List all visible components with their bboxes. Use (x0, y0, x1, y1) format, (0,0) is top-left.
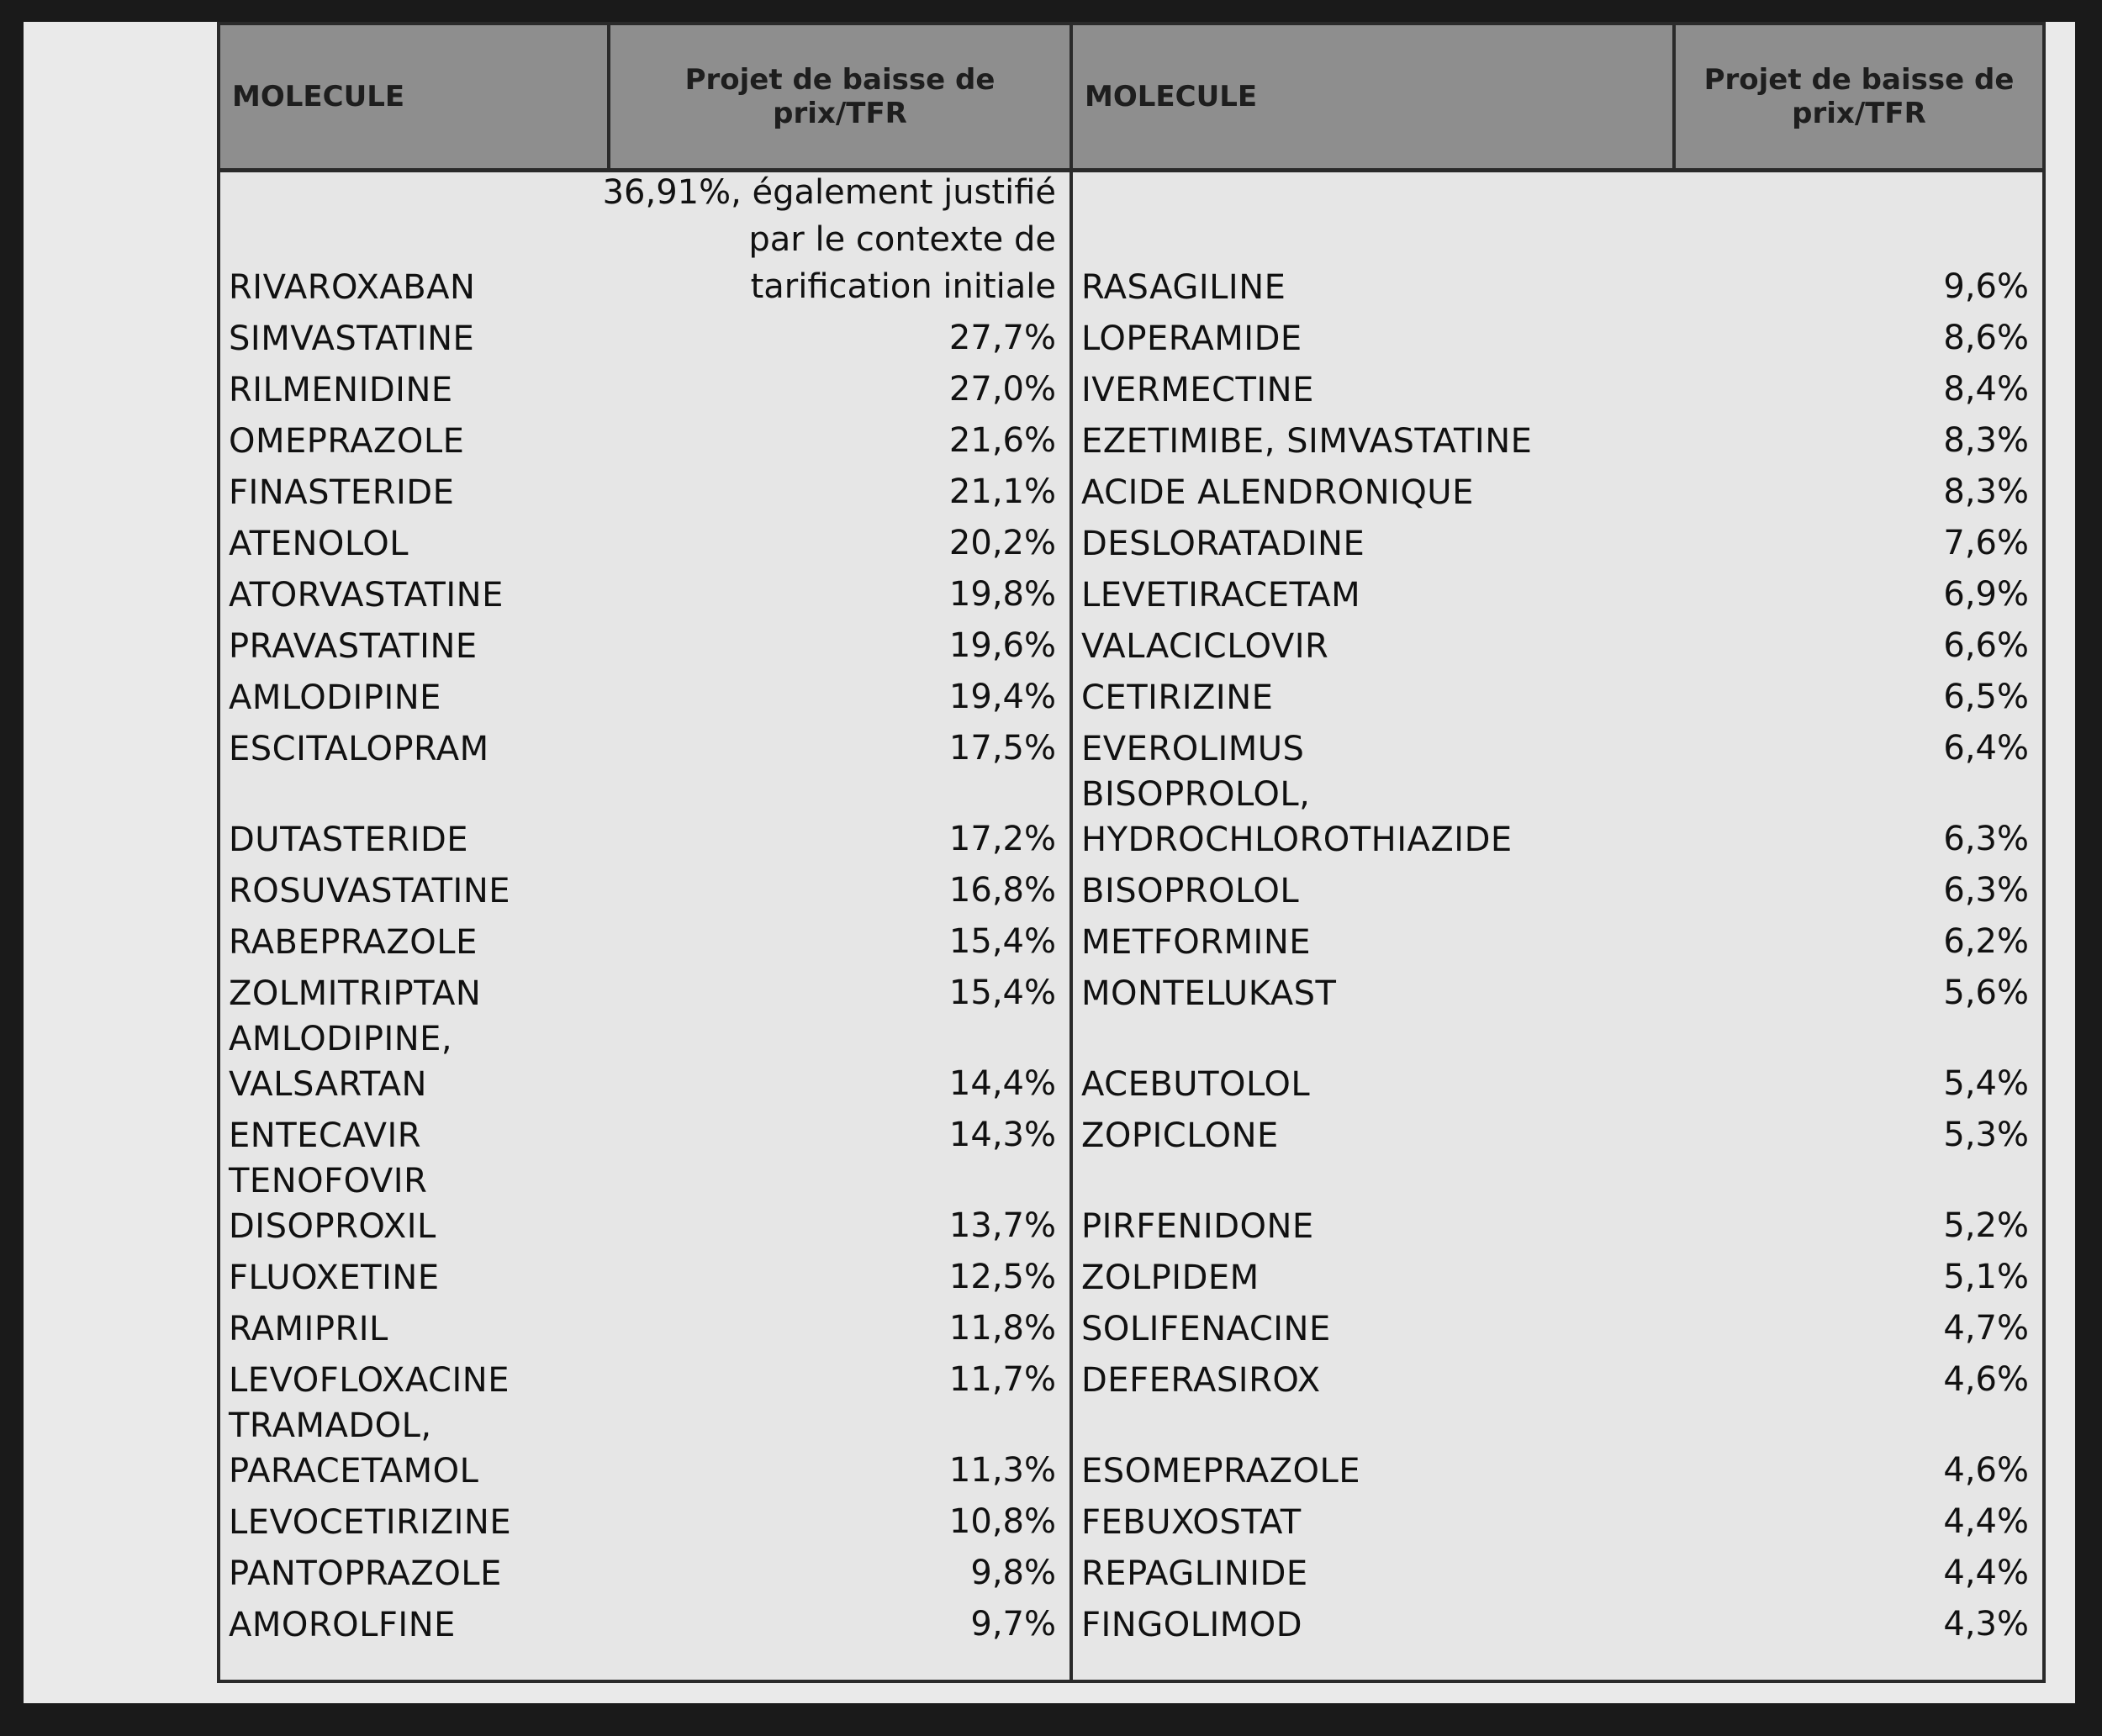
right-molecule-name: LEVETIRACETAM (1081, 576, 1361, 615)
table-row (220, 467, 1069, 519)
table-row (1073, 1549, 2042, 1600)
left-molecule-name: PRAVASTATINE (229, 627, 478, 666)
left-molecule-name: AMLODIPINE (229, 678, 441, 717)
table-row (1073, 1406, 2042, 1497)
right-reduction-value: 4,4% (1943, 1502, 2029, 1541)
right-reduction-value: 4,3% (1943, 1605, 2029, 1644)
left-molecule-name: AMOROLFINE (229, 1606, 456, 1644)
left-reduction-value: 15,4% (948, 974, 1056, 1012)
right-column (1073, 172, 2042, 1651)
table-row (220, 621, 1069, 673)
left-molecule-name: LEVOFLOXACINE (229, 1361, 510, 1400)
right-molecule-name: DESLORATADINE (1081, 525, 1365, 563)
left-reduction-value: 17,2% (948, 820, 1056, 858)
right-reduction-value: 6,9% (1943, 575, 2029, 614)
page-background (24, 22, 2075, 1703)
table-row (1073, 172, 2042, 314)
table-row (220, 365, 1069, 416)
table-row (1073, 467, 2042, 519)
left-reduction-value: 17,5% (948, 729, 1056, 768)
left-reduction-value: 19,8% (948, 575, 1056, 614)
left-molecule-name: OMEPRAZOLE (229, 422, 465, 461)
left-reduction-value: 27,7% (948, 319, 1056, 357)
left-reduction-value: 14,3% (948, 1116, 1056, 1154)
right-reduction-value: 6,3% (1943, 820, 2029, 858)
table-row (1073, 724, 2042, 775)
table-row (220, 673, 1069, 724)
left-molecule-name: ESCITALOPRAM (229, 730, 489, 768)
left-molecule-name: ATENOLOL (229, 525, 409, 563)
table-row (220, 1304, 1069, 1355)
left-molecule-name: RIVAROXABAN (229, 268, 476, 307)
table-row (220, 1549, 1069, 1600)
table-row (220, 1253, 1069, 1304)
right-molecule-name: CETIRIZINE (1081, 678, 1274, 717)
left-molecule-name: ZOLMITRIPTAN (229, 974, 482, 1013)
right-molecule-name: ZOPICLONE (1081, 1116, 1279, 1155)
right-molecule-name: LOPERAMIDE (1081, 319, 1302, 358)
left-reduction-value: 19,6% (948, 626, 1056, 665)
table-row (1073, 917, 2042, 968)
table-row (1073, 968, 2042, 1020)
table-row (220, 1406, 1069, 1497)
table-row (220, 1600, 1069, 1651)
left-molecule-name: LEVOCETIRIZINE (229, 1503, 512, 1542)
right-reduction-value: 9,6% (1943, 267, 2029, 306)
table-row (1073, 570, 2042, 621)
left-reduction-value: 11,8% (948, 1309, 1056, 1348)
table-row (1073, 519, 2042, 570)
table-row (1073, 866, 2042, 917)
left-molecule-name: TRAMADOL, PARACETAMOL (229, 1406, 479, 1491)
left-reduction-value: 14,4% (948, 1064, 1056, 1103)
price-reduction-table (217, 22, 2046, 1683)
left-molecule-name: PANTOPRAZOLE (229, 1554, 502, 1593)
table-row (1073, 1020, 2042, 1111)
right-reduction-value: 6,4% (1943, 729, 2029, 768)
right-reduction-value: 5,1% (1943, 1258, 2029, 1296)
right-molecule-name: FEBUXOSTAT (1081, 1503, 1302, 1542)
table-row (220, 968, 1069, 1020)
right-molecule-name: DEFERASIROX (1081, 1361, 1321, 1400)
header-reduction-right: Projet de baisse de prix/TFR (1703, 63, 2015, 130)
left-reduction-value: 11,7% (948, 1360, 1056, 1399)
table-row (1073, 314, 2042, 365)
right-molecule-name: MONTELUKAST (1081, 974, 1337, 1013)
right-molecule-name: ESOMEPRAZOLE (1081, 1452, 1361, 1491)
right-reduction-value: 6,2% (1943, 922, 2029, 961)
left-reduction-value: 27,0% (948, 370, 1056, 409)
right-molecule-name: SOLIFENACINE (1081, 1310, 1331, 1348)
left-reduction-value: 9,8% (970, 1554, 1056, 1592)
right-reduction-value: 8,3% (1943, 472, 2029, 511)
left-reduction-value: 20,2% (948, 524, 1056, 562)
right-reduction-value: 5,3% (1943, 1116, 2029, 1154)
left-molecule-name: RAMIPRIL (229, 1310, 388, 1348)
table-row (220, 724, 1069, 775)
table-row (220, 314, 1069, 365)
left-reduction-value: 21,6% (948, 421, 1056, 460)
table-row (1073, 416, 2042, 467)
table-row (220, 1355, 1069, 1406)
right-reduction-value: 5,6% (1943, 974, 2029, 1012)
left-reduction-value: 10,8% (948, 1502, 1056, 1541)
table-row (1073, 621, 2042, 673)
right-molecule-name: METFORMINE (1081, 923, 1312, 962)
right-reduction-value: 5,2% (1943, 1206, 2029, 1245)
right-molecule-name: RASAGILINE (1081, 268, 1286, 307)
left-molecule-name: ATORVASTATINE (229, 576, 504, 615)
left-reduction-value: 21,1% (948, 472, 1056, 511)
right-molecule-name: REPAGLINIDE (1081, 1554, 1308, 1593)
left-reduction-value: 11,3% (948, 1451, 1056, 1490)
right-molecule-name: VALACICLOVIR (1081, 627, 1329, 666)
header-molecule-right: MOLECULE (1085, 80, 1258, 113)
right-reduction-value: 8,3% (1943, 421, 2029, 460)
table-row (220, 775, 1069, 866)
table-row (1073, 1111, 2042, 1162)
left-reduction-value: 16,8% (948, 871, 1056, 910)
table-header (220, 25, 2042, 172)
table-row (220, 519, 1069, 570)
left-reduction-value: 13,7% (948, 1206, 1056, 1245)
table-row (1073, 1497, 2042, 1549)
table-row (1073, 1304, 2042, 1355)
header-molecule-left: MOLECULE (232, 80, 405, 113)
left-molecule-name: FLUOXETINE (229, 1258, 440, 1297)
table-row (220, 570, 1069, 621)
left-reduction-value: 12,5% (948, 1258, 1056, 1296)
right-molecule-name: ACIDE ALENDRONIQUE (1081, 473, 1474, 512)
right-reduction-value: 8,4% (1943, 370, 2029, 409)
table-row (220, 1020, 1069, 1111)
left-molecule-name: ROSUVASTATINE (229, 872, 511, 910)
right-reduction-value: 6,6% (1943, 626, 2029, 665)
table-row (1073, 775, 2042, 866)
table-row (220, 416, 1069, 467)
table-row (1073, 365, 2042, 416)
right-reduction-value: 5,4% (1943, 1064, 2029, 1103)
left-reduction-value: 36,91%, également justifié par le contexte de tarification initiale (602, 173, 1056, 306)
left-molecule-name: RILMENIDINE (229, 371, 453, 409)
table-row (1073, 1355, 2042, 1406)
right-reduction-value: 8,6% (1943, 319, 2029, 357)
right-molecule-name: EVEROLIMUS (1081, 730, 1305, 768)
table-row (1073, 1600, 2042, 1651)
table-row (220, 1497, 1069, 1549)
header-reduction-left: Projet de baisse de prix/TFR (684, 63, 996, 130)
table-row (220, 172, 1069, 314)
right-reduction-value: 6,5% (1943, 678, 2029, 716)
table-row (220, 866, 1069, 917)
right-reduction-value: 4,6% (1943, 1360, 2029, 1399)
right-molecule-name: BISOPROLOL, HYDROCHLOROTHIAZIDE (1081, 775, 1513, 859)
table-row (220, 917, 1069, 968)
right-molecule-name: EZETIMIBE, SIMVASTATINE (1081, 422, 1533, 461)
right-molecule-name: ACEBUTOLOL (1081, 1065, 1311, 1104)
left-reduction-value: 15,4% (948, 922, 1056, 961)
left-molecule-name: ENTECAVIR (229, 1116, 422, 1155)
table-row (220, 1111, 1069, 1162)
table-row (1073, 1253, 2042, 1304)
left-molecule-name: RABEPRAZOLE (229, 923, 478, 962)
right-reduction-value: 4,6% (1943, 1451, 2029, 1490)
right-reduction-value: 6,3% (1943, 871, 2029, 910)
left-molecule-name: TENOFOVIR DISOPROXIL (229, 1162, 436, 1246)
left-column (220, 172, 1069, 1651)
right-reduction-value: 4,4% (1943, 1554, 2029, 1592)
left-reduction-value: 9,7% (970, 1605, 1056, 1644)
right-molecule-name: PIRFENIDONE (1081, 1207, 1314, 1246)
right-reduction-value: 7,6% (1943, 524, 2029, 562)
left-reduction-value: 19,4% (948, 678, 1056, 716)
left-molecule-name: FINASTERIDE (229, 473, 455, 512)
table-row (1073, 673, 2042, 724)
right-molecule-name: IVERMECTINE (1081, 371, 1314, 409)
left-molecule-name: DUTASTERIDE (229, 821, 469, 859)
right-molecule-name: FINGOLIMOD (1081, 1606, 1303, 1644)
table-row (220, 1162, 1069, 1253)
table-body (220, 172, 2042, 1680)
right-molecule-name: BISOPROLOL (1081, 872, 1300, 910)
left-molecule-name: AMLODIPINE, VALSARTAN (229, 1020, 453, 1104)
right-molecule-name: ZOLPIDEM (1081, 1258, 1260, 1297)
table-row (1073, 1162, 2042, 1253)
left-molecule-name: SIMVASTATINE (229, 319, 475, 358)
right-reduction-value: 4,7% (1943, 1309, 2029, 1348)
